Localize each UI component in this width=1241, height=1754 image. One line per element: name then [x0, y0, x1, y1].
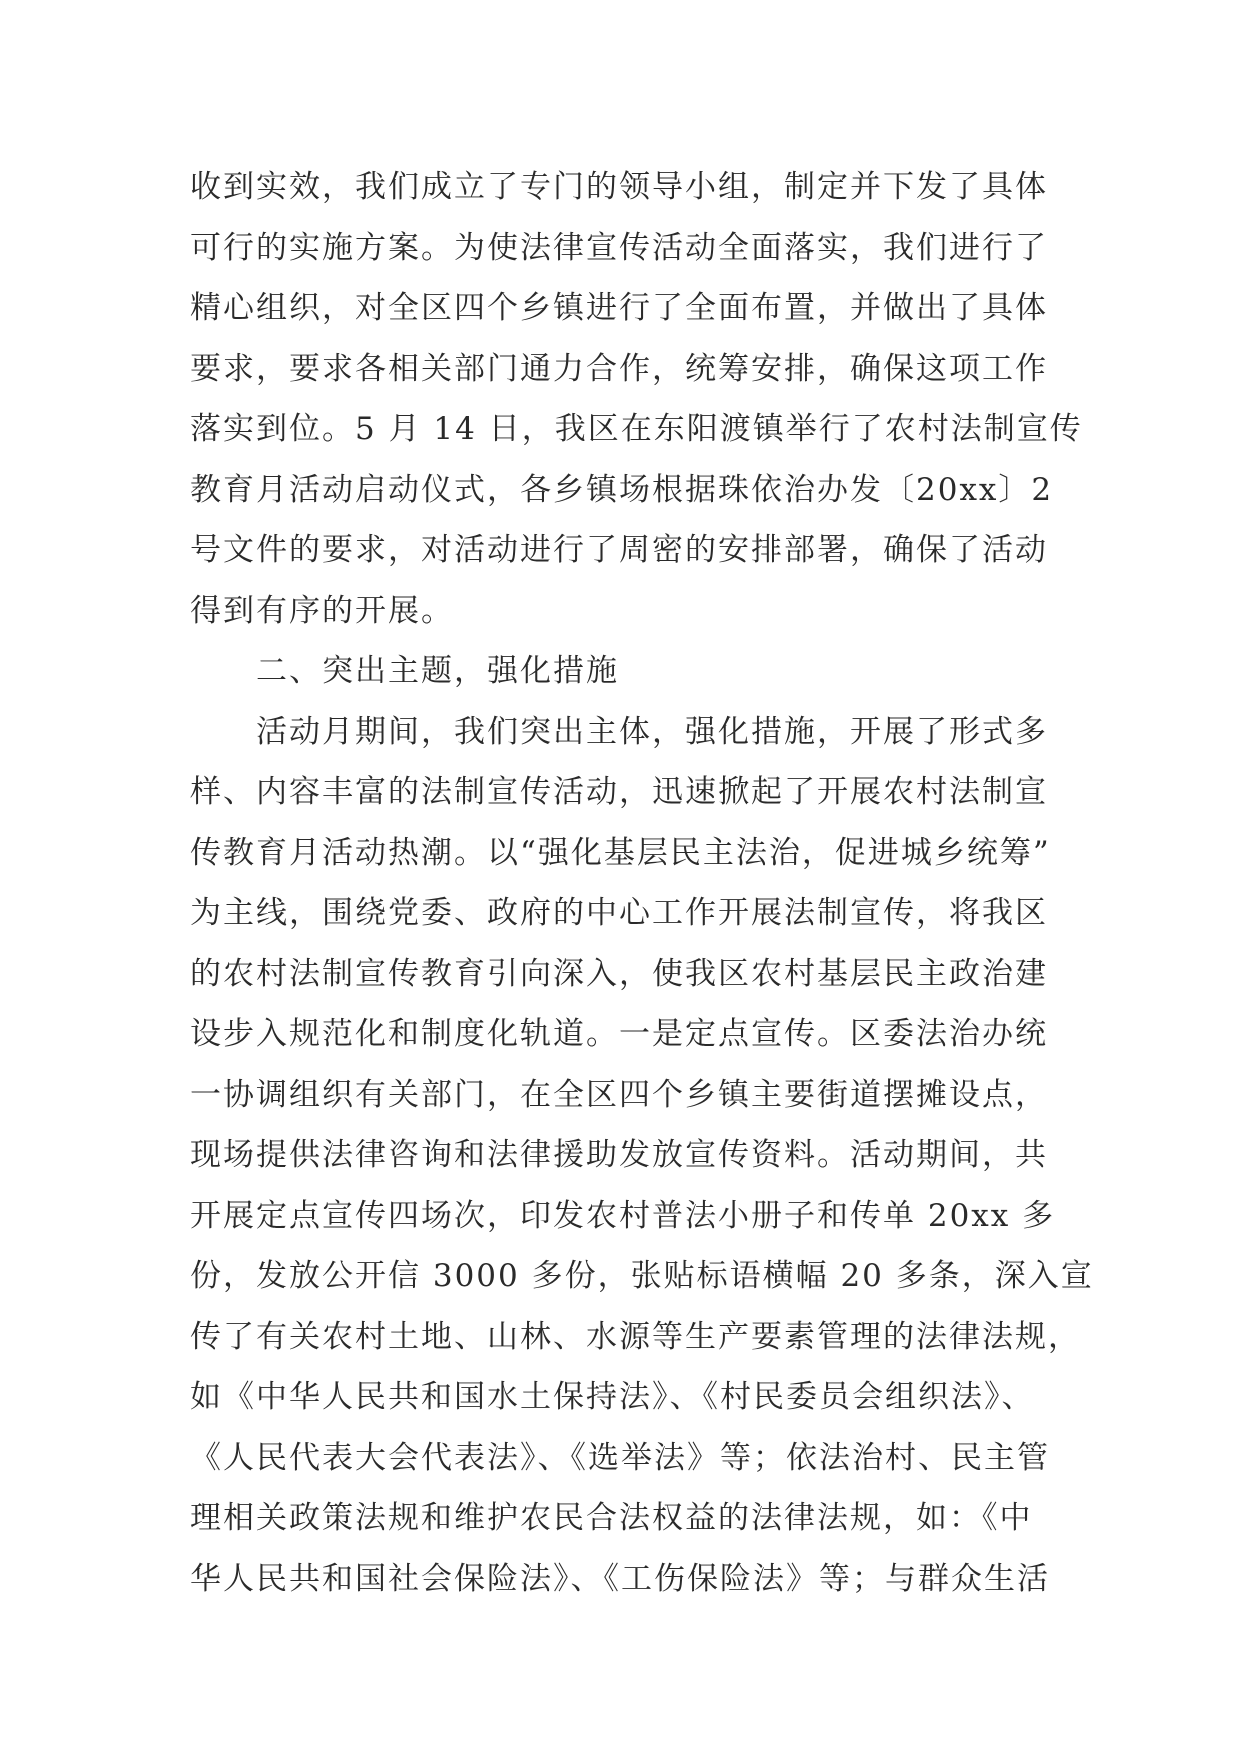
text-line: 样、内容丰富的法制宣传活动，迅速掀起了开展农村法制宣: [190, 774, 1048, 810]
text-line: 开展定点宣传四场次，印发农村普法小册子和传单 20xx 多: [190, 1197, 1056, 1234]
text-line: 收到实效，我们成立了专门的领导小组，制定并下发了具体: [190, 169, 1048, 205]
section-heading: 二、突出主题，强化措施: [256, 653, 619, 689]
text-line: 得到有序的开展。: [190, 592, 454, 629]
text-line: 份，发放公开信 3000 多份，张贴标语横幅 20 多条，深入宣: [190, 1258, 1094, 1294]
text-line: 精心组织，对全区四个乡镇进行了全面布置，并做出了具体: [190, 290, 1048, 326]
text-line: 落实到位。5 月 14 日，我区在东阳渡镇举行了农村法制宣传: [190, 411, 1083, 447]
text-line: 理相关政策法规和维护农民合法权益的法律法规，如：《中: [190, 1500, 1033, 1536]
text-line: 华人民共和国社会保险法》、《工伤保险法》等；与群众生活: [190, 1560, 1050, 1597]
text-line: 教育月活动启动仪式，各乡镇场根据珠依治办发〔20xx〕2: [190, 471, 1054, 508]
text-line: 号文件的要求，对活动进行了周密的安排部署，确保了活动: [190, 532, 1048, 568]
text-line: 《人民代表大会代表法》、《选举法》等；依法治村、民主管: [190, 1439, 1050, 1476]
text-line: 要求，要求各相关部门通力合作，统筹安排，确保这项工作: [190, 350, 1048, 387]
text-line: 为主线，围绕党委、政府的中心工作开展法制宣传，将我区: [190, 895, 1048, 931]
body-text: [190, 157, 1094, 1609]
text-line: 如《中华人民共和国水土保持法》、《村民委员会组织法》、: [190, 1379, 1035, 1415]
text-line: 传了有关农村土地、山林、水源等生产要素管理的法律法规，: [190, 1318, 1081, 1355]
text-line: 设步入规范化和制度化轨道。一是定点宣传。区委法治办统: [190, 1016, 1048, 1052]
text-line: 的农村法制宣传教育引向深入，使我区农村基层民主政治建: [190, 955, 1048, 992]
text-line: 活动月期间，我们突出主体，强化措施，开展了形式多: [256, 713, 1048, 750]
text-line: 传教育月活动热潮。以“强化基层民主法治，促进城乡统筹”: [190, 834, 1051, 871]
text-line: 可行的实施方案。为使法律宣传活动全面落实，我们进行了: [190, 229, 1048, 266]
text-line: 一协调组织有关部门，在全区四个乡镇主要街道摆摊设点，: [190, 1076, 1048, 1113]
text-line: 现场提供法律咨询和法律援助发放宣传资料。活动期间，共: [190, 1137, 1048, 1173]
